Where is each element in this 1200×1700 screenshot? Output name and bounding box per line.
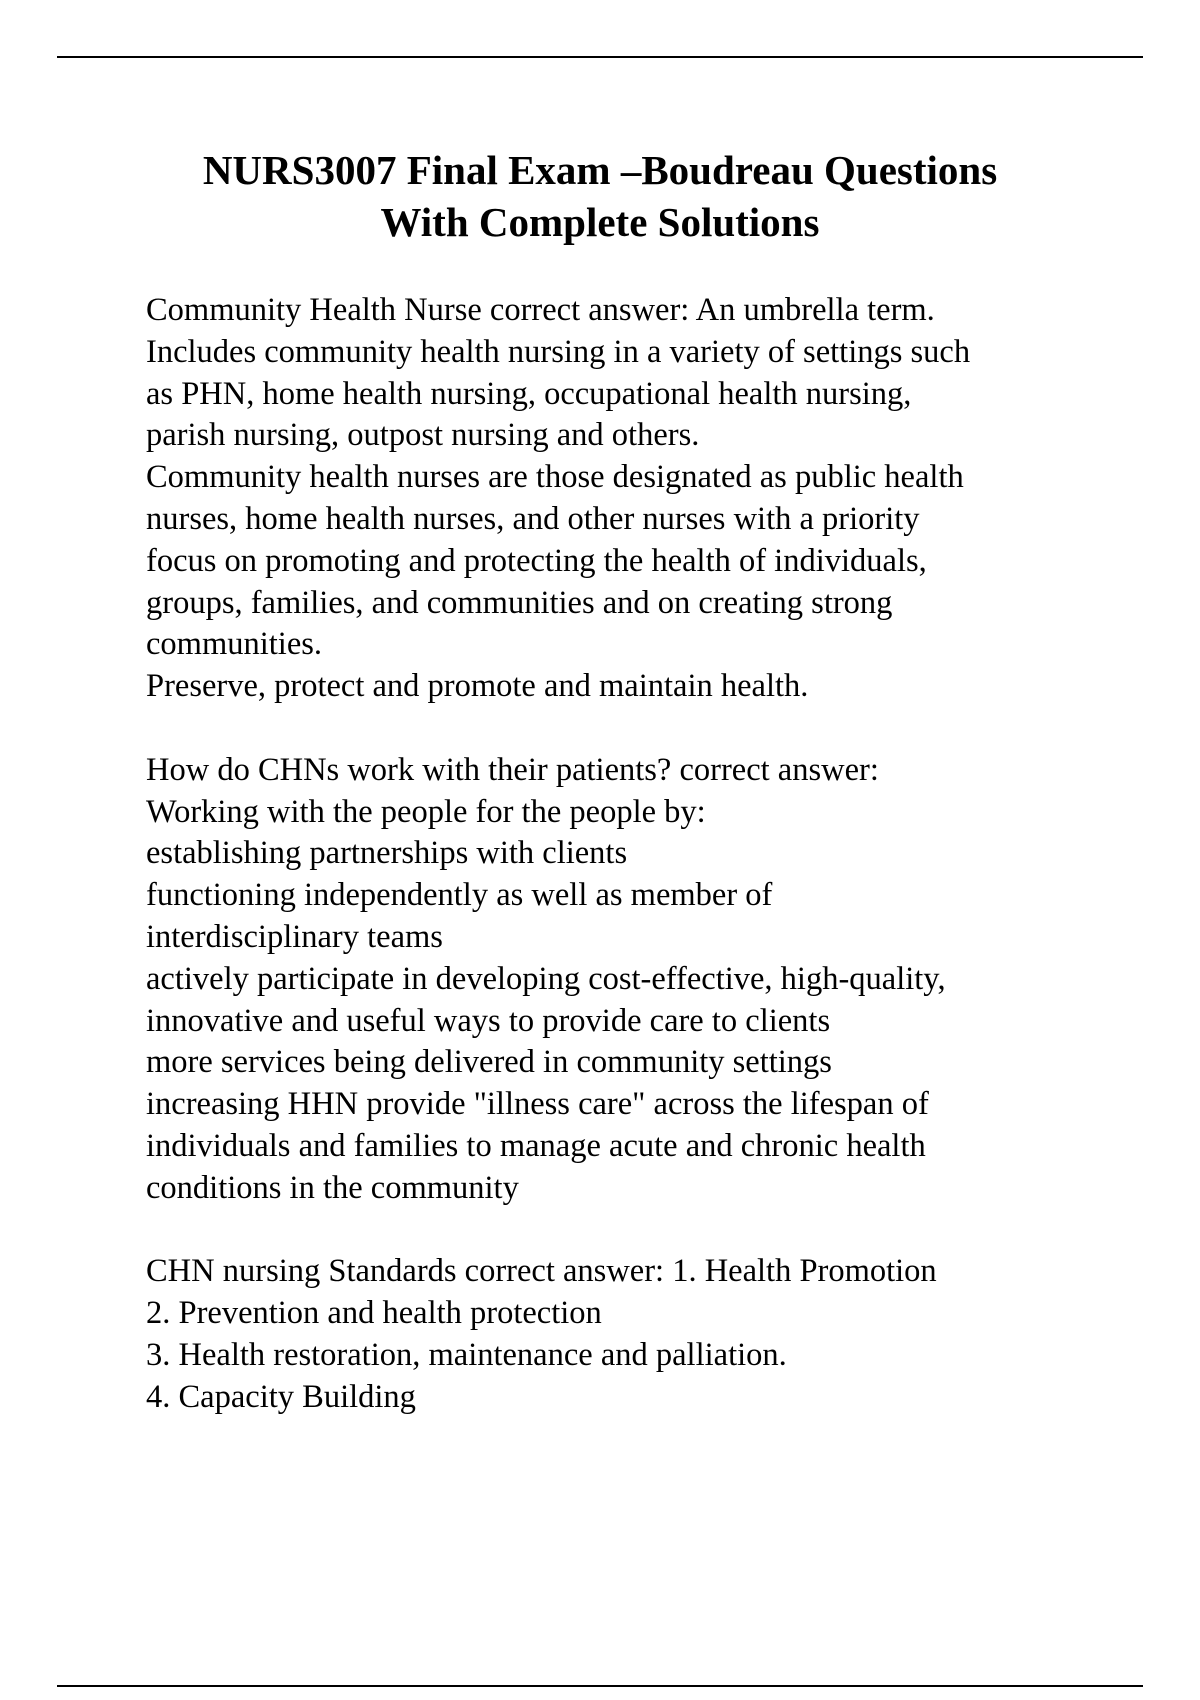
text-line: nurses, home health nurses, and other nurses with a priority [146, 500, 920, 537]
text-line: establishing partnerships with clients [146, 835, 628, 872]
qa-block-chn-standards [146, 1251, 1146, 1418]
text-line: as PHN, home health nursing, occupational health nursing, [146, 375, 912, 412]
text-line: focus on promoting and protecting the health of individuals, [146, 542, 927, 579]
qa-block-community-health-nurse [146, 290, 1146, 708]
text-line: innovative and useful ways to provide care to clients [146, 1002, 831, 1039]
text-line: Includes community health nursing in a variety of settings such [146, 333, 971, 370]
text-line: Community Health Nurse correct answer: An umbrella term. [146, 292, 935, 328]
qa-block-chn-work-with-patients [146, 750, 1146, 1210]
text-line: Working with the people for the people by: [146, 793, 706, 830]
text-line: parish nursing, outpost nursing and others. [146, 417, 700, 454]
text-line: 2. Prevention and health protection [146, 1295, 602, 1332]
text-line: 3. Health restoration, maintenance and palliation. [146, 1336, 787, 1373]
paragraph-spacer [146, 708, 1146, 750]
text-line: functioning independently as well as member of [146, 877, 773, 914]
text-line: conditions in the community [146, 1169, 519, 1206]
text-line: Community health nurses are those designated as public health [146, 459, 964, 496]
text-line: actively participate in developing cost-effective, high-quality, [146, 960, 946, 997]
document-title [100, 144, 1100, 248]
paragraph-spacer [146, 1210, 1146, 1252]
text-line: communities. [146, 626, 323, 663]
text-line: Preserve, protect and promote and maintain health. [146, 668, 809, 705]
text-line: increasing HHN provide "illness care" across the lifespan of [146, 1086, 929, 1123]
text-line: interdisciplinary teams [146, 918, 443, 955]
bottom-divider [57, 1685, 1143, 1687]
text-line: more services being delivered in community settings [146, 1044, 832, 1081]
text-line: How do CHNs work with their patients? correct answer: [146, 751, 879, 788]
title-line-1: NURS3007 Final Exam –Boudreau Questions [202, 147, 998, 193]
text-line: CHN nursing Standards correct answer: 1. Health Promotion [146, 1253, 937, 1290]
text-line: groups, families, and communities and on creating strong [146, 584, 893, 621]
document-body [146, 290, 1146, 1419]
text-line: 4. Capacity Building [146, 1378, 416, 1415]
top-divider [57, 56, 1143, 58]
text-line: individuals and families to manage acute and chronic health [146, 1127, 926, 1164]
title-line-2: With Complete Solutions [380, 199, 820, 245]
